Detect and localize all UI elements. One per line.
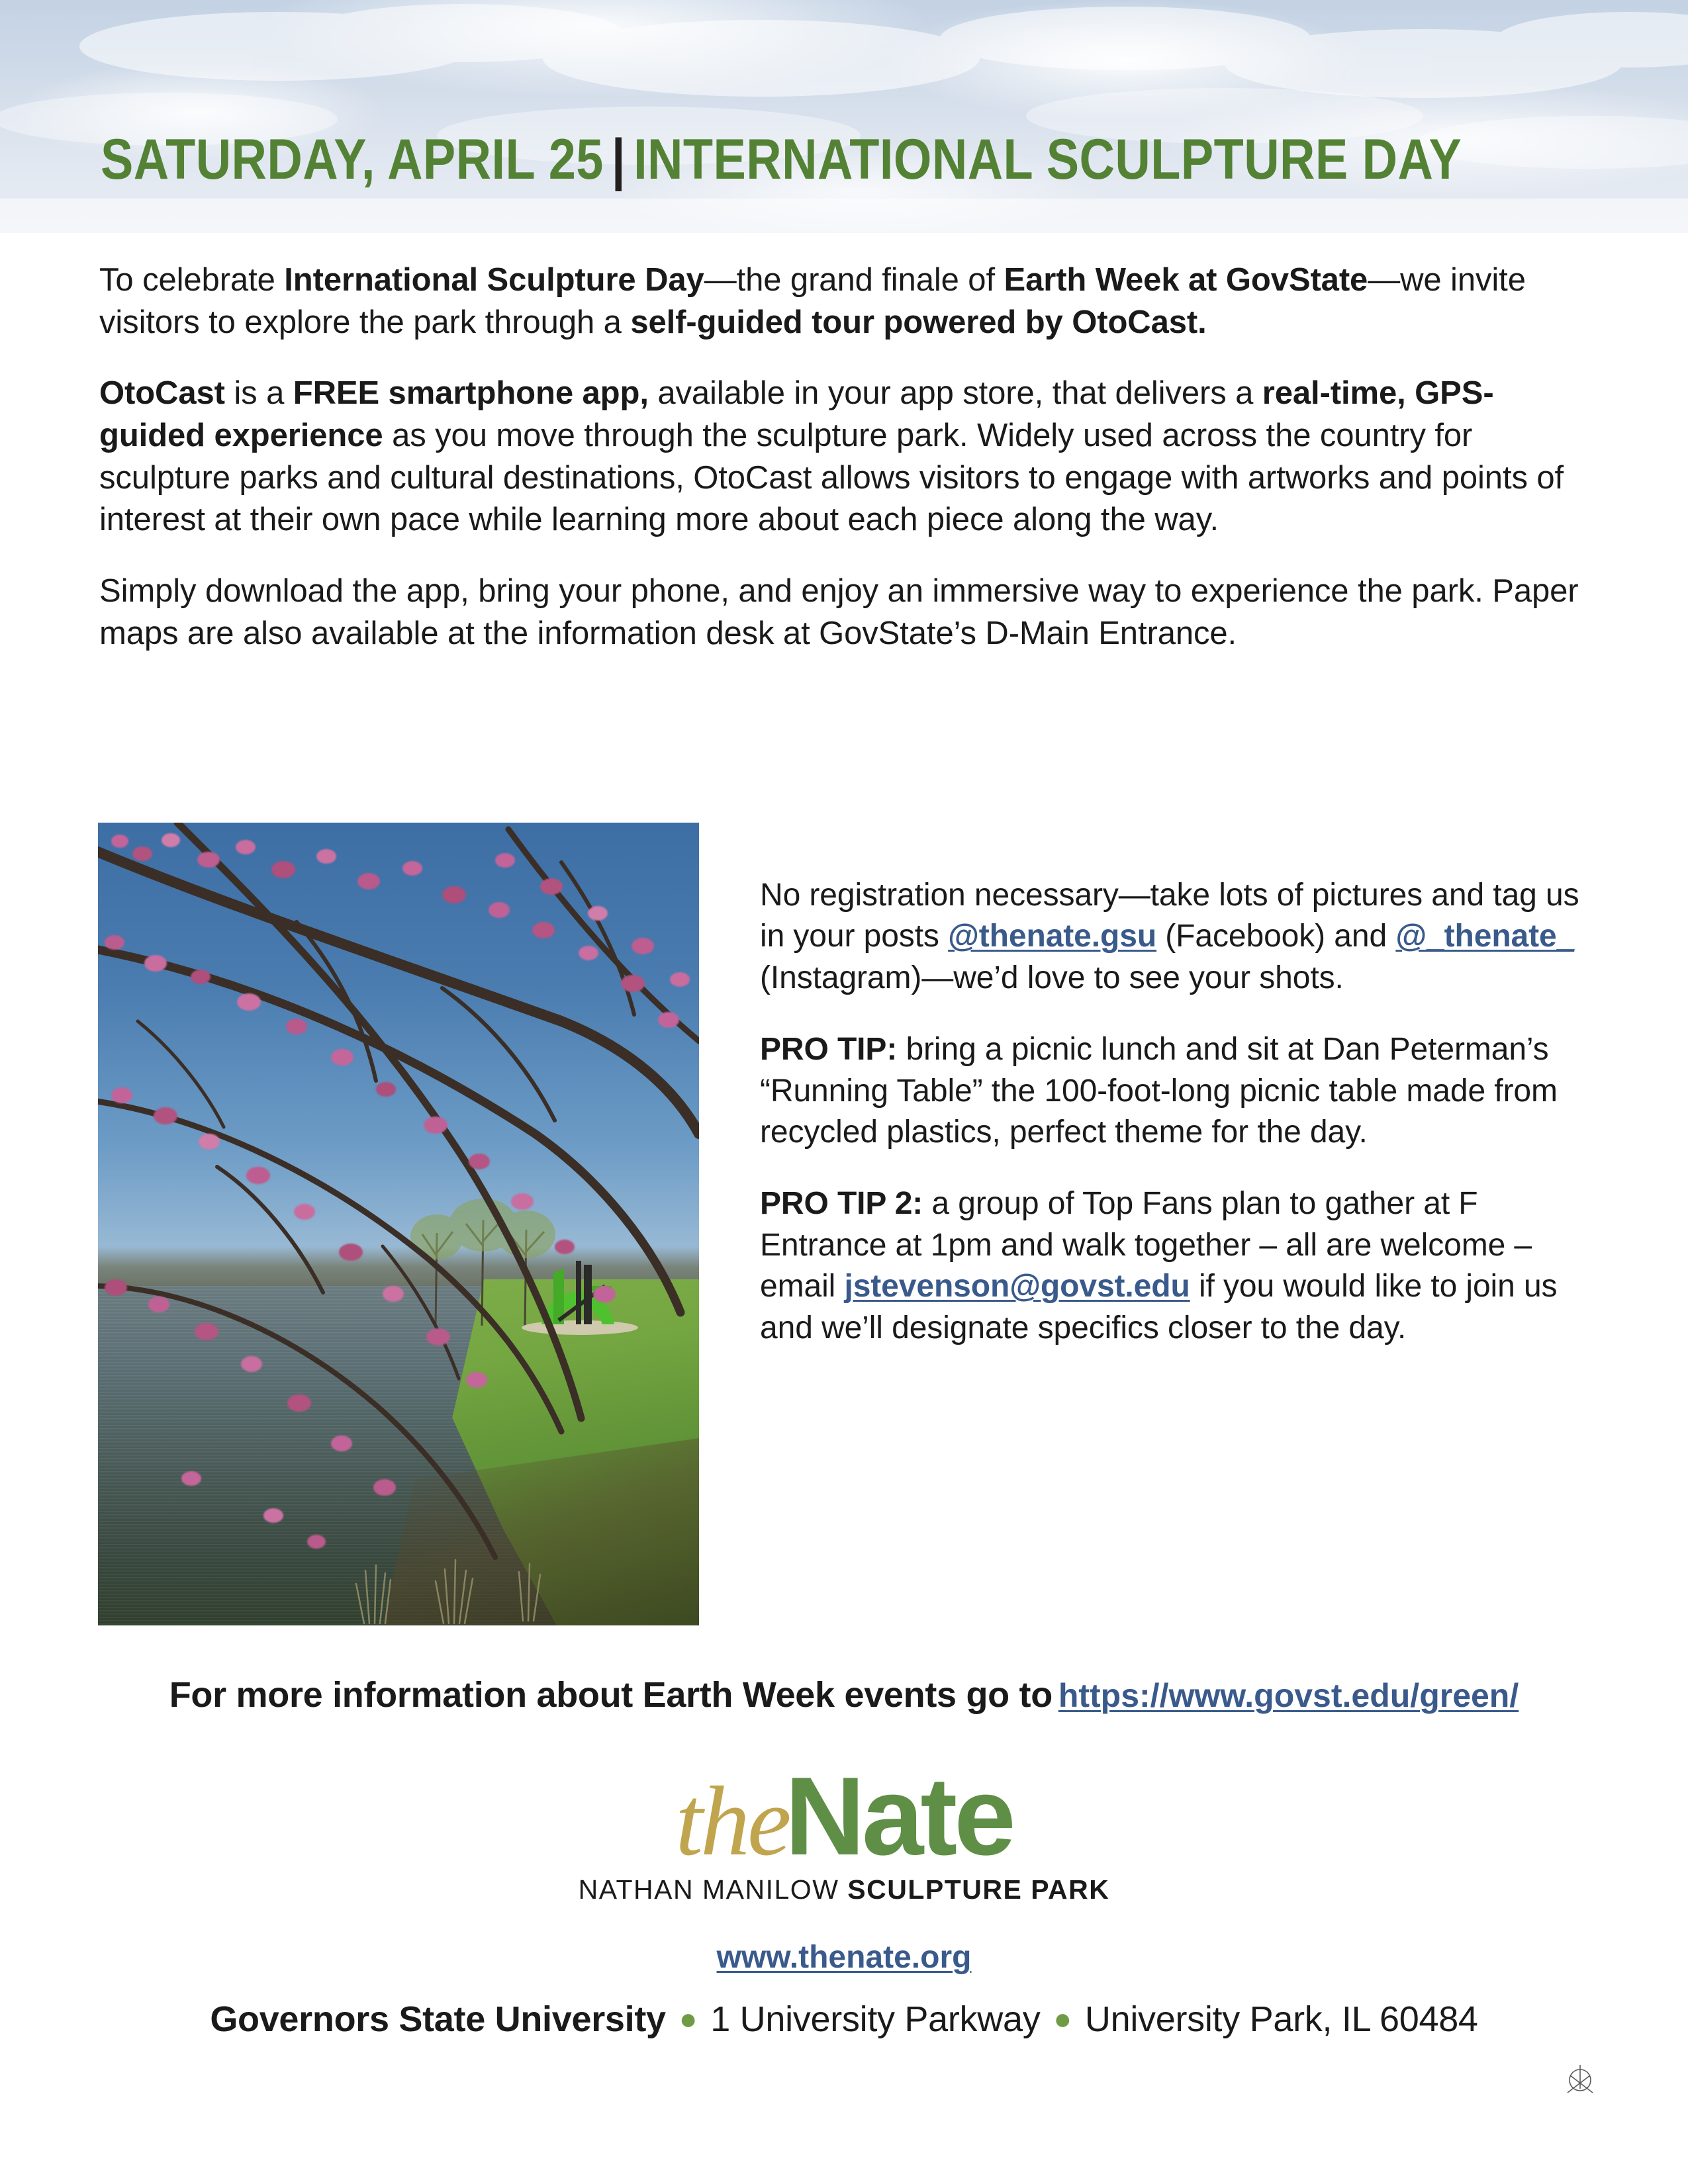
p2-seg-b: available in your app store, that delivers a	[648, 375, 1262, 412]
address-street: 1 University Parkway	[710, 1999, 1041, 2039]
banner-event: INTERNATIONAL SCULPTURE DAY	[633, 128, 1462, 191]
paragraph-registration	[760, 875, 1584, 999]
banner-date: SATURDAY, APRIL 25	[101, 128, 604, 191]
photo-water-reeds	[350, 1491, 568, 1625]
facebook-handle-link[interactable]: @thenate.gsu	[948, 919, 1157, 954]
pro-tip-2-seg-b: if you would like to join us and we’ll designate specifics closer to the day.	[760, 1269, 1558, 1345]
reg-seg-b: (Facebook) and	[1156, 919, 1396, 954]
header-banner	[0, 0, 1688, 233]
p1-bold-isd: International Sculpture Day	[284, 262, 704, 298]
earth-week-url-link[interactable]: https://www.govst.edu/green/	[1058, 1677, 1519, 1714]
p2-bold-free: FREE smartphone app,	[293, 375, 649, 412]
paragraph-download: Simply download the app, bring your phone, and enjoy an immersive way to experience the park. Paper maps are also available at the information desk at GovState’s D-Main Entrance.	[99, 573, 1579, 651]
paragraph-pro-tip-1	[760, 1029, 1584, 1153]
intro-body-copy	[99, 259, 1582, 684]
address-city-state-zip: University Park, IL 60484	[1084, 1999, 1478, 2039]
cloud-texture-icon	[0, 0, 1688, 233]
more-info-line	[0, 1674, 1688, 1715]
p2-bold-gps: real-time, GPS-guided experience	[99, 375, 1494, 454]
thenate-logo	[0, 1754, 1688, 1905]
logo-subtitle	[0, 1874, 1688, 1905]
p1-bold-earthweek: Earth Week at GovState	[1004, 262, 1368, 298]
pro-tip-1-text: bring a picnic lunch and sit at Dan Peterman’s “Running Table” the 100-foot-long picnic table made from recycled plastics, perfect theme for the day.	[760, 1032, 1558, 1150]
p1-seg-c: —the grand finale of	[704, 262, 1004, 298]
page-title	[101, 128, 1462, 191]
site-url-line	[0, 1939, 1688, 1976]
pro-tip-1-label: PRO TIP:	[760, 1032, 898, 1068]
triquetra-watermark-icon	[1557, 2058, 1603, 2105]
logo-nate-text: Nate	[784, 1754, 1013, 1878]
contact-email-link[interactable]: jstevenson@govst.edu	[844, 1269, 1190, 1304]
p1-seg-a: To celebrate	[99, 262, 285, 298]
logo-subtitle-bold: SCULPTURE PARK	[847, 1874, 1110, 1905]
p1-seg-d: —we invite visitors to explore the park through a	[99, 262, 1526, 340]
pro-tip-2-seg-a: a group of Top Fans plan to gather at F Entrance at 1pm and walk together – all are welcome – email	[760, 1186, 1532, 1304]
p2-seg-c: as you move through the sculpture park. Widely used across the country for sculpture parks and cultural destinations, OtoCast allows visitors to engage with artworks and points of interest at their own pace while learning more about each piece along the way.	[99, 418, 1564, 538]
instagram-handle-link[interactable]: @_thenate_	[1395, 919, 1575, 954]
paragraph-pro-tip-2	[760, 1183, 1584, 1349]
paragraph-celebrate	[99, 259, 1582, 343]
address-line	[0, 1999, 1688, 2040]
thenate-url-link[interactable]: www.thenate.org	[716, 1940, 972, 1975]
banner-separator: |	[611, 128, 626, 191]
p1-bold-tour: self-guided tour powered by OtoCast.	[630, 304, 1207, 340]
p2-seg-a: is a	[224, 375, 293, 412]
p2-bold-otocast: OtoCast	[99, 375, 225, 412]
address-bullet-1-icon: ●	[679, 2001, 698, 2036]
address-bullet-2-icon: ●	[1053, 2001, 1072, 2036]
logo-the-text: the	[675, 1766, 789, 1876]
reg-seg-c: (Instagram)—we’d love to see your shots.	[760, 960, 1344, 995]
reg-seg-a: No registration necessary—take lots of pictures and tag us in your posts	[760, 878, 1579, 954]
more-info-label: For more information about Earth Week events go to	[169, 1675, 1053, 1715]
logo-subtitle-regular: NATHAN MANILOW	[578, 1874, 848, 1905]
paragraph-otocast	[99, 373, 1582, 541]
pro-tip-2-label: PRO TIP 2:	[760, 1186, 923, 1222]
park-photo	[98, 823, 699, 1625]
details-column	[760, 875, 1584, 1379]
address-organization: Governors State University	[210, 1999, 666, 2039]
logo-wordmark	[675, 1754, 1013, 1878]
